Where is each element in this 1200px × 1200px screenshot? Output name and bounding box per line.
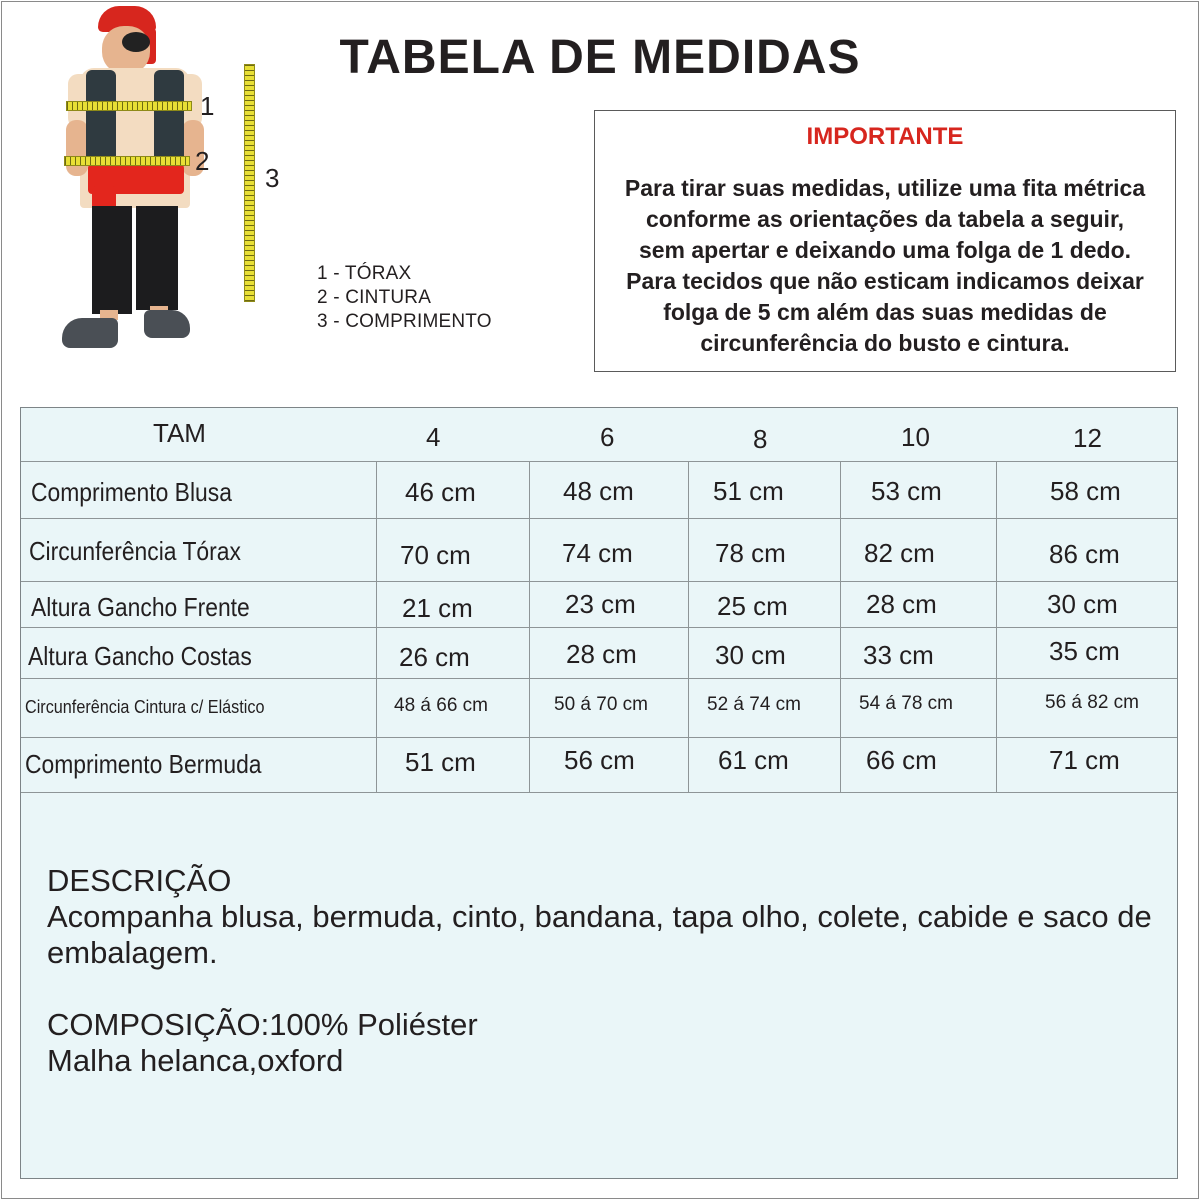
table-cell: 70 cm	[400, 540, 471, 570]
table-cell: 86 cm	[1049, 539, 1120, 569]
table-cell: 56 á 82 cm	[1045, 692, 1139, 713]
table-cell: 53 cm	[871, 476, 942, 506]
row-label-circunferencia-torax: Circunferência Tórax	[29, 536, 241, 566]
page-title: TABELA DE MEDIDAS	[339, 31, 861, 84]
table-cell: 35 cm	[1049, 636, 1120, 666]
size-table	[20, 407, 1178, 1179]
table-cell: 46 cm	[405, 477, 476, 507]
marker-2: 2	[195, 146, 210, 176]
row-label-altura-gancho-frente: Altura Gancho Frente	[31, 592, 250, 622]
table-cell: 21 cm	[402, 593, 473, 623]
important-line: Para tirar suas medidas, utilize uma fita métrica	[624, 175, 1146, 201]
table-cell: 28 cm	[866, 589, 937, 619]
header-size-4: 4	[426, 422, 441, 452]
table-cell: 52 á 74 cm	[707, 694, 801, 715]
table-cell: 51 cm	[405, 747, 476, 777]
table-cell: 30 cm	[1047, 589, 1118, 619]
table-cell: 54 á 78 cm	[859, 693, 953, 714]
waist-tape-icon	[64, 156, 190, 166]
header-size-label: TAM	[153, 418, 206, 448]
product-description	[47, 863, 1167, 1079]
table-cell: 82 cm	[864, 538, 935, 568]
pirate-costume-photo	[40, 0, 240, 360]
header-size-8: 8	[753, 424, 768, 454]
table-cell: 66 cm	[866, 745, 937, 775]
header-size-10: 10	[901, 422, 930, 452]
important-line: conforme as orientações da tabela a seguir,	[645, 206, 1125, 232]
legend-item: 3 - COMPRIMENTO	[317, 311, 492, 332]
row-label-altura-gancho-costas: Altura Gancho Costas	[28, 641, 252, 671]
table-cell: 56 cm	[564, 745, 635, 775]
row-label-circunferencia-cintura: Circunferência Cintura c/ Elástico	[25, 697, 265, 717]
table-cell: 28 cm	[566, 639, 637, 669]
table-cell: 23 cm	[565, 589, 636, 619]
table-cell: 25 cm	[717, 591, 788, 621]
table-cell: 30 cm	[715, 640, 786, 670]
length-tape-icon	[244, 64, 255, 302]
important-notice	[594, 110, 1176, 372]
table-cell: 50 á 70 cm	[554, 694, 648, 715]
important-heading: IMPORTANTE	[806, 123, 964, 150]
header-size-12: 12	[1073, 423, 1102, 453]
description-text: Acompanha blusa, bermuda, cinto, bandana, tapa olho, colete, cabide e saco de embalagem.	[47, 899, 1152, 970]
important-line: circunferência do busto e cintura.	[700, 330, 1070, 356]
composition-text: COMPOSIÇÃO:100% Poliéster	[47, 1007, 478, 1042]
measure-legend	[317, 262, 492, 334]
legend-item: 2 - CINTURA	[317, 287, 432, 308]
important-text	[595, 173, 1175, 359]
table-cell: 58 cm	[1050, 476, 1121, 506]
chest-tape-icon	[66, 101, 192, 111]
table-cell: 74 cm	[562, 538, 633, 568]
table-cell: 71 cm	[1049, 745, 1120, 775]
eye-patch-icon	[122, 32, 150, 52]
header-size-6: 6	[600, 422, 615, 452]
table-cell: 48 á 66 cm	[394, 695, 488, 716]
table-cell: 33 cm	[863, 640, 934, 670]
marker-1: 1	[200, 91, 215, 121]
material-text: Malha helanca,oxford	[47, 1043, 344, 1078]
table-cell: 78 cm	[715, 538, 786, 568]
table-cell: 51 cm	[713, 476, 784, 506]
row-label-comprimento-blusa: Comprimento Blusa	[31, 477, 232, 507]
description-heading: DESCRIÇÃO	[47, 863, 232, 898]
table-cell: 48 cm	[563, 476, 634, 506]
important-line: Para tecidos que não esticam indicamos deixar	[626, 268, 1144, 294]
legend-item: 1 - TÓRAX	[317, 263, 412, 284]
marker-3: 3	[265, 163, 280, 193]
row-label-comprimento-bermuda: Comprimento Bermuda	[25, 749, 262, 779]
table-cell: 26 cm	[399, 642, 470, 672]
important-line: folga de 5 cm além das suas medidas de	[663, 299, 1107, 325]
important-line: sem apertar e deixando uma folga de 1 dedo.	[638, 237, 1132, 263]
table-cell: 61 cm	[718, 745, 789, 775]
